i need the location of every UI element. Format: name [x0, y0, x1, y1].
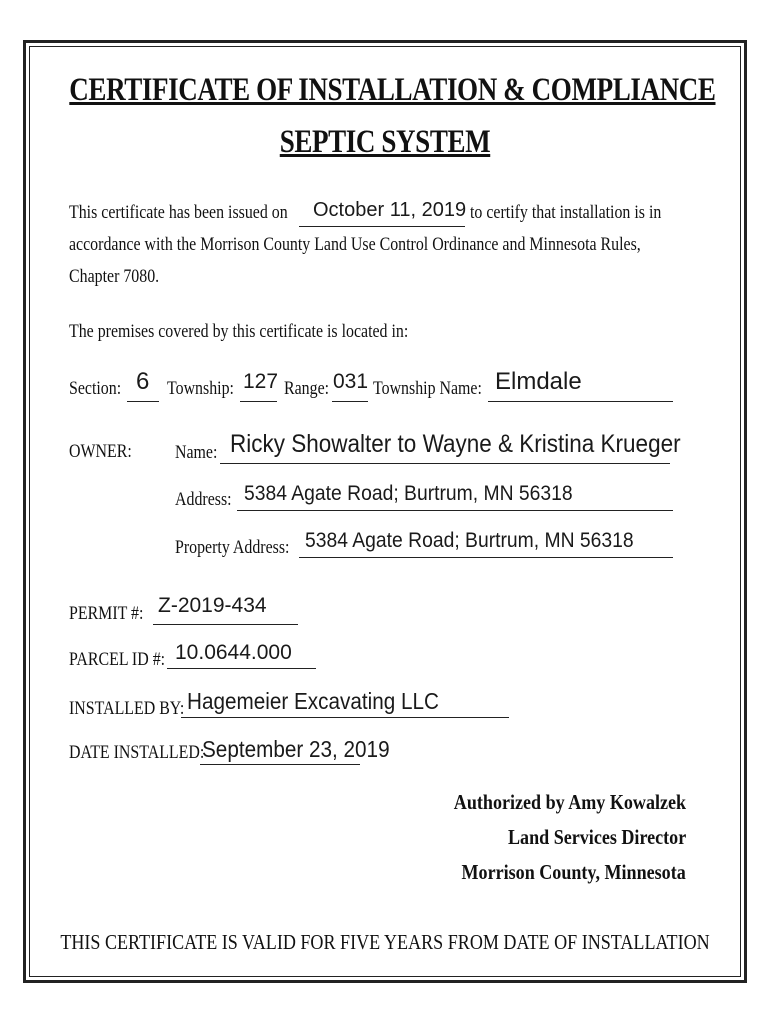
permit-value: Z-2019-434	[158, 594, 267, 617]
section-value: 6	[136, 368, 150, 395]
permit-label: PERMIT #:	[69, 604, 144, 624]
permit-line	[153, 624, 298, 625]
authorizer-county: Morrison County, Minnesota	[461, 860, 686, 884]
date-installed-label: DATE INSTALLED:	[69, 743, 205, 763]
intro-prefix: This certificate has been issued on	[69, 203, 288, 223]
township-name-label: Township Name:	[373, 379, 482, 399]
township-label: Township:	[167, 379, 234, 399]
township-line	[240, 401, 277, 402]
authorized-by: Authorized by Amy Kowalzek	[453, 790, 686, 814]
township-name-value: Elmdale	[495, 368, 582, 395]
owner-name-value: Ricky Showalter to Wayne & Kristina Krueger	[230, 430, 681, 458]
owner-name-label: Name:	[175, 443, 218, 463]
address-value: 5384 Agate Road; Burtrum, MN 56318	[244, 482, 573, 505]
range-value: 031	[333, 370, 369, 393]
installed-by-line	[181, 717, 509, 718]
range-label: Range:	[284, 379, 330, 399]
issue-date-value: October 11, 2019	[313, 199, 467, 221]
date-installed-value: September 23, 2019	[202, 736, 390, 762]
authorizer-title: Land Services Director	[507, 825, 686, 849]
address-line	[237, 510, 673, 511]
township-value: 127	[243, 370, 279, 393]
installed-by-label: INSTALLED BY:	[69, 699, 185, 719]
owner-name-line	[220, 463, 670, 464]
township-name-line	[488, 401, 673, 402]
validity-footer: THIS CERTIFICATE IS VALID FOR FIVE YEARS FROM DATE OF INSTALLATION	[60, 930, 710, 954]
date-installed-line	[200, 764, 360, 765]
intro-suffix: to certify that installation is in	[470, 203, 662, 223]
parcel-value: 10.0644.000	[175, 641, 292, 664]
parcel-label: PARCEL ID #:	[69, 650, 166, 670]
issue-date-line	[299, 226, 465, 227]
section-line	[127, 401, 159, 402]
certificate-subtitle: SEPTIC SYSTEM	[279, 124, 491, 160]
premises-text: The premises covered by this certificate is located in:	[69, 322, 409, 342]
parcel-line	[167, 668, 316, 669]
address-label: Address:	[175, 490, 232, 510]
owner-label: OWNER:	[69, 442, 132, 462]
certificate-title: CERTIFICATE OF INSTALLATION & COMPLIANCE	[69, 72, 716, 108]
property-address-value: 5384 Agate Road; Burtrum, MN 56318	[305, 529, 634, 552]
range-line	[332, 401, 368, 402]
intro-line2: accordance with the Morrison County Land Use Control Ordinance and Minnesota Rules,	[69, 235, 641, 255]
property-address-label: Property Address:	[175, 538, 290, 558]
intro-line3: Chapter 7080.	[69, 267, 160, 287]
section-label: Section:	[69, 379, 122, 399]
installed-by-value: Hagemeier Excavating LLC	[187, 688, 439, 714]
property-address-line	[299, 557, 673, 558]
